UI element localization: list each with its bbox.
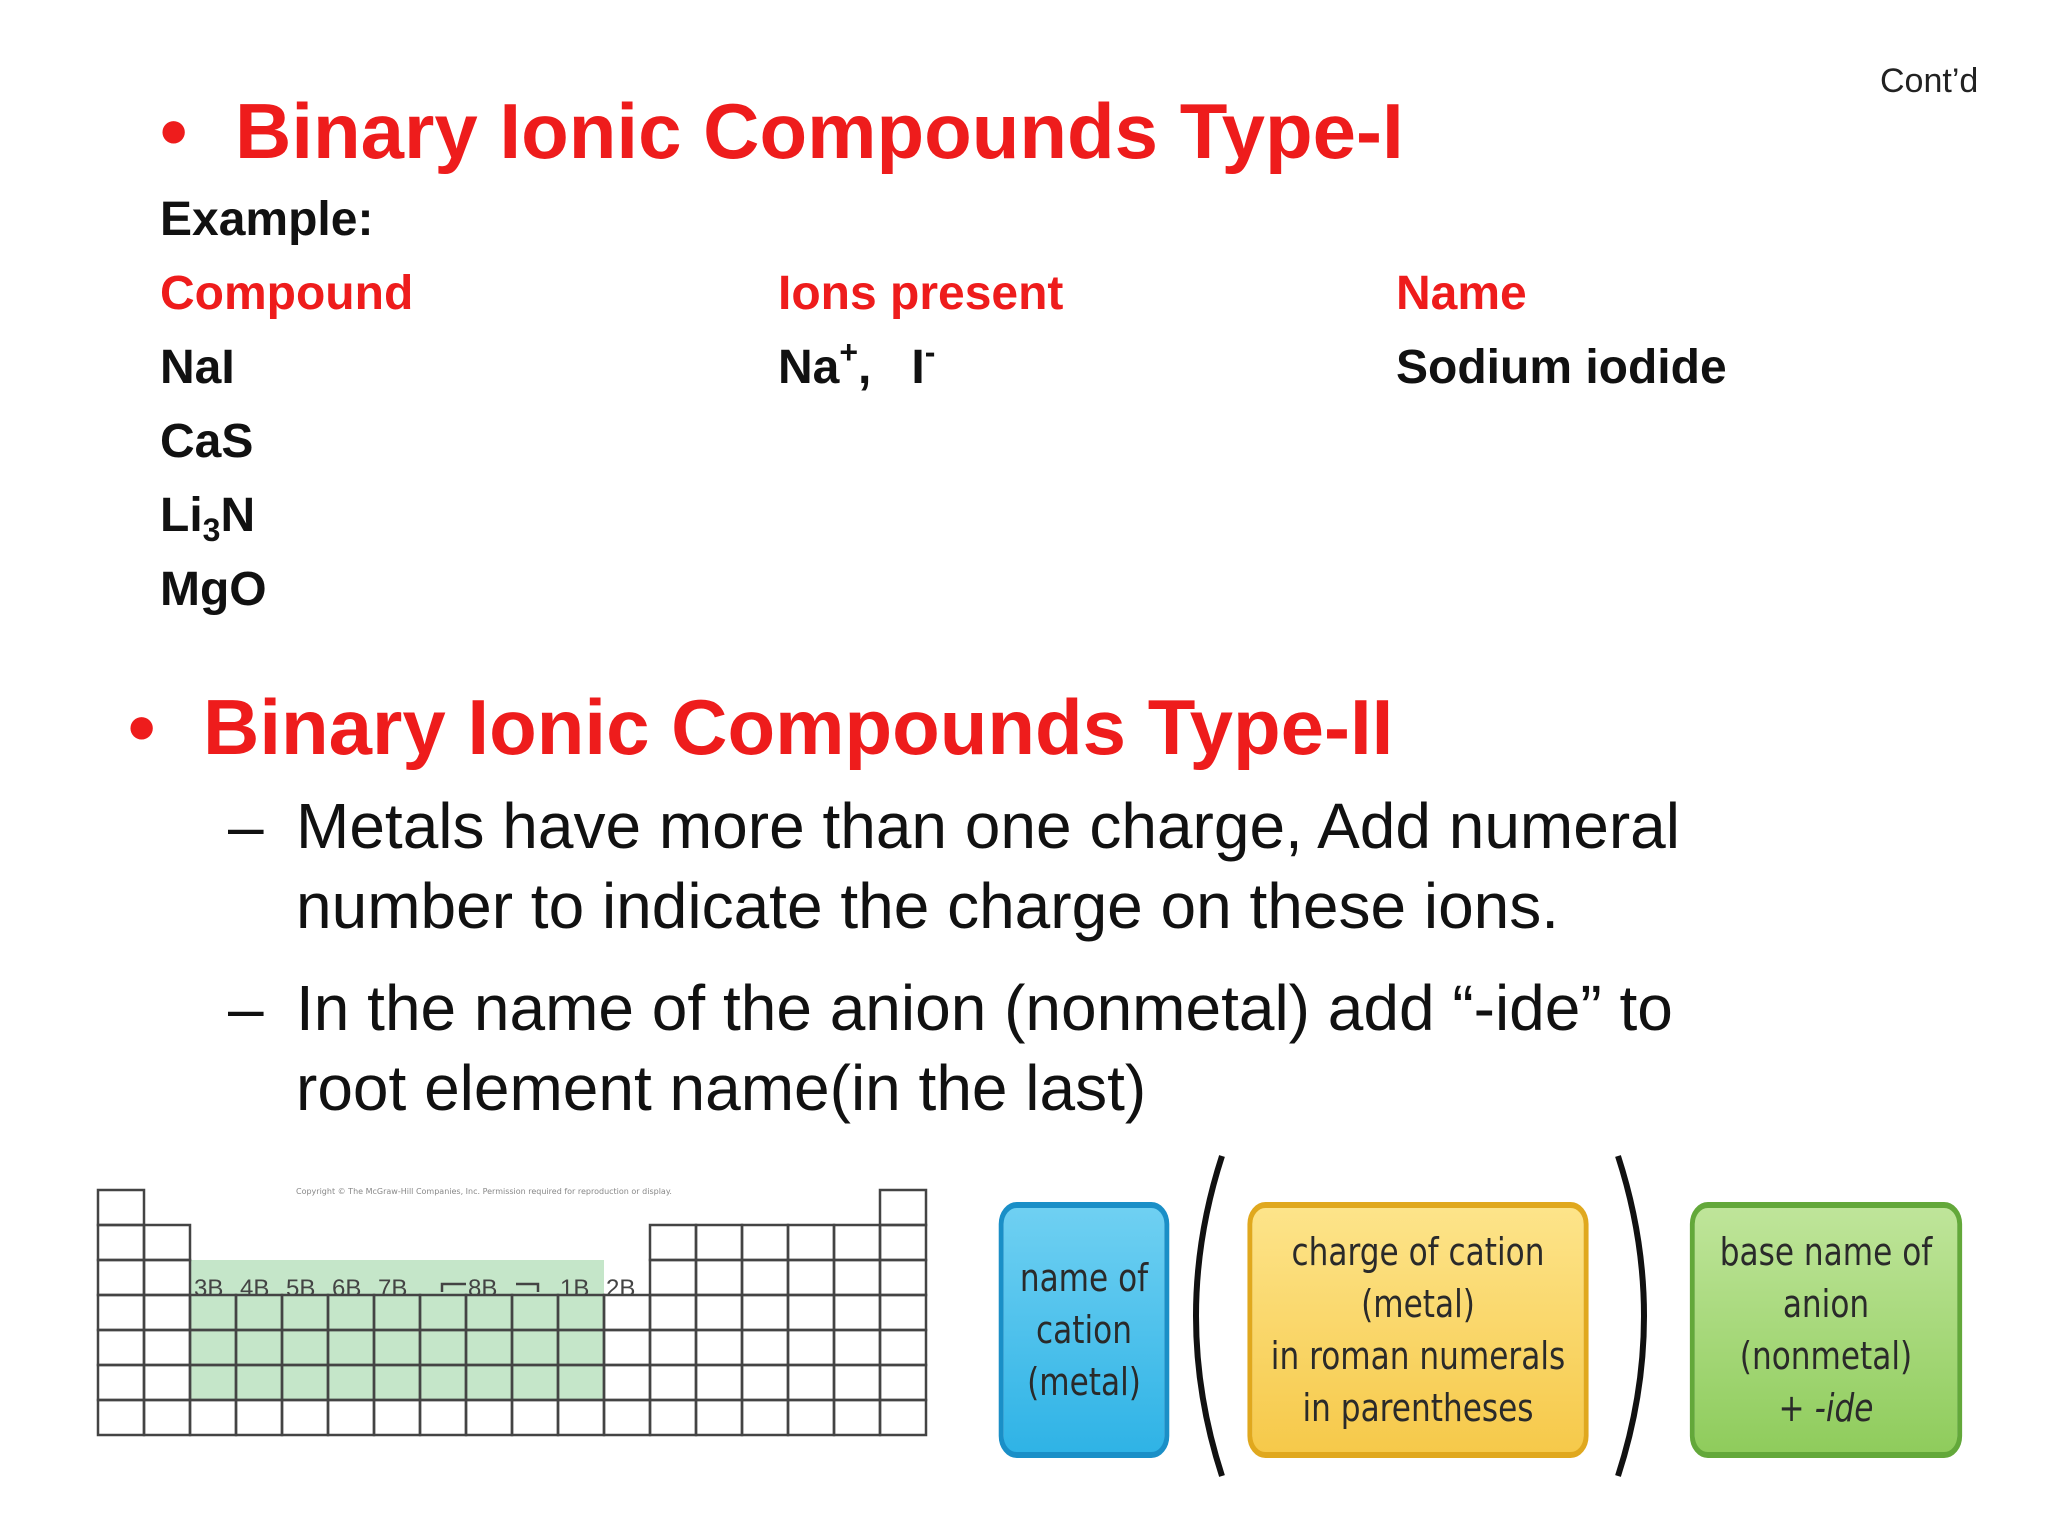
periodic-cell: [880, 1225, 926, 1260]
periodic-cell: [512, 1400, 558, 1435]
ions-nai: Na+, I-: [778, 334, 936, 394]
compound-mgo: MgO: [160, 563, 267, 616]
section1-title-text: Binary Ionic Compounds Type-I: [235, 87, 1404, 175]
periodic-cell: [144, 1330, 190, 1365]
compound-cas: CaS: [160, 415, 254, 468]
header-name: Name: [1396, 267, 1527, 320]
periodic-cell: [696, 1400, 742, 1435]
periodic-cell: [834, 1225, 880, 1260]
group-label-4b: 4B: [240, 1275, 270, 1302]
periodic-cell: [880, 1400, 926, 1435]
periodic-cell: [834, 1365, 880, 1400]
periodic-cell: [880, 1190, 926, 1225]
anion-name-box: [1690, 1202, 1962, 1458]
periodic-table-outline: [96, 1180, 936, 1450]
periodic-cell: [650, 1225, 696, 1260]
periodic-cell: [466, 1400, 512, 1435]
section2-title-text: Binary Ionic Compounds Type-II: [203, 683, 1394, 771]
periodic-cell: [190, 1400, 236, 1435]
periodic-cell: [98, 1260, 144, 1295]
periodic-cell: [650, 1260, 696, 1295]
periodic-cell: [98, 1400, 144, 1435]
periodic-cell: [650, 1400, 696, 1435]
group-label-6b: 6B: [332, 1275, 362, 1302]
group-label-2b: 2B: [606, 1275, 636, 1302]
subpoint-2-line1: In the name of the anion (nonmetal) add “-ide” to: [296, 972, 1673, 1044]
periodic-cell: [98, 1225, 144, 1260]
dash-icon: –: [228, 972, 264, 1044]
dash-icon: –: [228, 790, 264, 862]
periodic-cell: [696, 1225, 742, 1260]
periodic-cell: [742, 1365, 788, 1400]
cation-box-line3: (metal): [1027, 1360, 1141, 1404]
periodic-cell: [834, 1400, 880, 1435]
subpoint-1-line1: Metals have more than one charge, Add numeral: [296, 790, 1680, 862]
periodic-cell: [788, 1330, 834, 1365]
subpoint-1-line2: number to indicate the charge on these ions.: [296, 870, 1560, 942]
periodic-cell: [834, 1330, 880, 1365]
li3n-main: Li: [160, 489, 203, 542]
charge-box-line2: in roman numerals: [1270, 1334, 1566, 1378]
periodic-cell: [788, 1295, 834, 1330]
periodic-cell: [98, 1295, 144, 1330]
ion-cation: Na: [778, 341, 840, 394]
periodic-cell: [788, 1225, 834, 1260]
subpoint-2-line2: root element name(in the last): [296, 1052, 1147, 1124]
anion-suffix-ide: -ide: [1814, 1386, 1874, 1430]
cation-box-line2: cation: [1036, 1308, 1132, 1352]
compound-li3n: [160, 489, 256, 548]
periodic-cell: [558, 1400, 604, 1435]
periodic-cell: [742, 1295, 788, 1330]
periodic-cell: [98, 1330, 144, 1365]
periodic-cell: [880, 1330, 926, 1365]
periodic-cell: [834, 1295, 880, 1330]
ion-anion-charge: -: [924, 334, 936, 370]
name-nai: Sodium iodide: [1396, 341, 1727, 394]
periodic-cell: [742, 1400, 788, 1435]
periodic-cell: [604, 1365, 650, 1400]
periodic-cell: [742, 1260, 788, 1295]
group-label-8b: 8B: [468, 1275, 498, 1302]
anion-box-line1: base name of: [1719, 1230, 1933, 1274]
periodic-cell: [742, 1330, 788, 1365]
anion-plus: +: [1778, 1386, 1815, 1430]
periodic-cell: [604, 1400, 650, 1435]
periodic-cell: [144, 1400, 190, 1435]
periodic-table-copyright: Copyright © The McGraw-Hill Companies, Inc. Permission required for reproduction or display.: [296, 1187, 672, 1196]
anion-box-line2: anion (nonmetal): [1739, 1282, 1913, 1378]
bullet-icon: •: [160, 87, 188, 175]
periodic-cell: [420, 1400, 466, 1435]
periodic-cell: [328, 1400, 374, 1435]
periodic-cell: [374, 1400, 420, 1435]
periodic-cell: [144, 1295, 190, 1330]
ion-anion: I: [911, 341, 925, 394]
periodic-cell: [788, 1400, 834, 1435]
right-parenthesis: [1612, 1150, 1662, 1482]
periodic-cell: [696, 1260, 742, 1295]
ion-cation-charge: +: [839, 334, 859, 370]
compound-nai: NaI: [160, 341, 235, 394]
section2-title: [128, 683, 1394, 771]
periodic-cell: [880, 1295, 926, 1330]
periodic-cell: [788, 1260, 834, 1295]
charge-box-line3: in parentheses: [1302, 1386, 1534, 1430]
periodic-cell: [788, 1365, 834, 1400]
periodic-cell: [282, 1400, 328, 1435]
subpoint-2: [0, 968, 2048, 1128]
periodic-cell: [696, 1365, 742, 1400]
periodic-cell: [98, 1190, 144, 1225]
periodic-cell: [696, 1330, 742, 1365]
cation-name-box: [999, 1202, 1170, 1458]
periodic-cell: [880, 1365, 926, 1400]
periodic-cell: [144, 1260, 190, 1295]
charge-box-line1: charge of cation (metal): [1291, 1230, 1545, 1326]
li3n-tail: N: [220, 489, 256, 542]
group-label-1b: 1B: [560, 1275, 590, 1302]
periodic-cell: [98, 1365, 144, 1400]
subpoint-1: [0, 786, 2048, 946]
periodic-cell: [144, 1365, 190, 1400]
periodic-cell: [880, 1260, 926, 1295]
group-label-7b: 7B: [378, 1275, 408, 1302]
bullet-icon: •: [128, 683, 156, 771]
periodic-cell: [742, 1225, 788, 1260]
anion-box-line3: [1695, 1382, 1957, 1434]
periodic-cell: [650, 1365, 696, 1400]
left-parenthesis: [1178, 1150, 1228, 1482]
periodic-cell: [650, 1330, 696, 1365]
header-compound: Compound: [160, 267, 414, 320]
periodic-cell: [834, 1260, 880, 1295]
cation-charge-box: [1247, 1202, 1588, 1458]
li3n-subscript: 3: [202, 512, 221, 548]
group-label-3b: 3B: [194, 1275, 224, 1302]
header-ions-present: Ions present: [778, 267, 1064, 320]
periodic-cell: [650, 1295, 696, 1330]
group-label-5b: 5B: [286, 1275, 316, 1302]
periodic-cell: [604, 1330, 650, 1365]
section1-title: [160, 87, 1404, 175]
contd-note: Cont’d: [1880, 62, 1979, 100]
periodic-cell: [236, 1400, 282, 1435]
cation-box-line1: name of: [1019, 1256, 1149, 1300]
periodic-cell: [696, 1295, 742, 1330]
example-label: Example:: [160, 193, 374, 246]
periodic-cell: [144, 1225, 190, 1260]
